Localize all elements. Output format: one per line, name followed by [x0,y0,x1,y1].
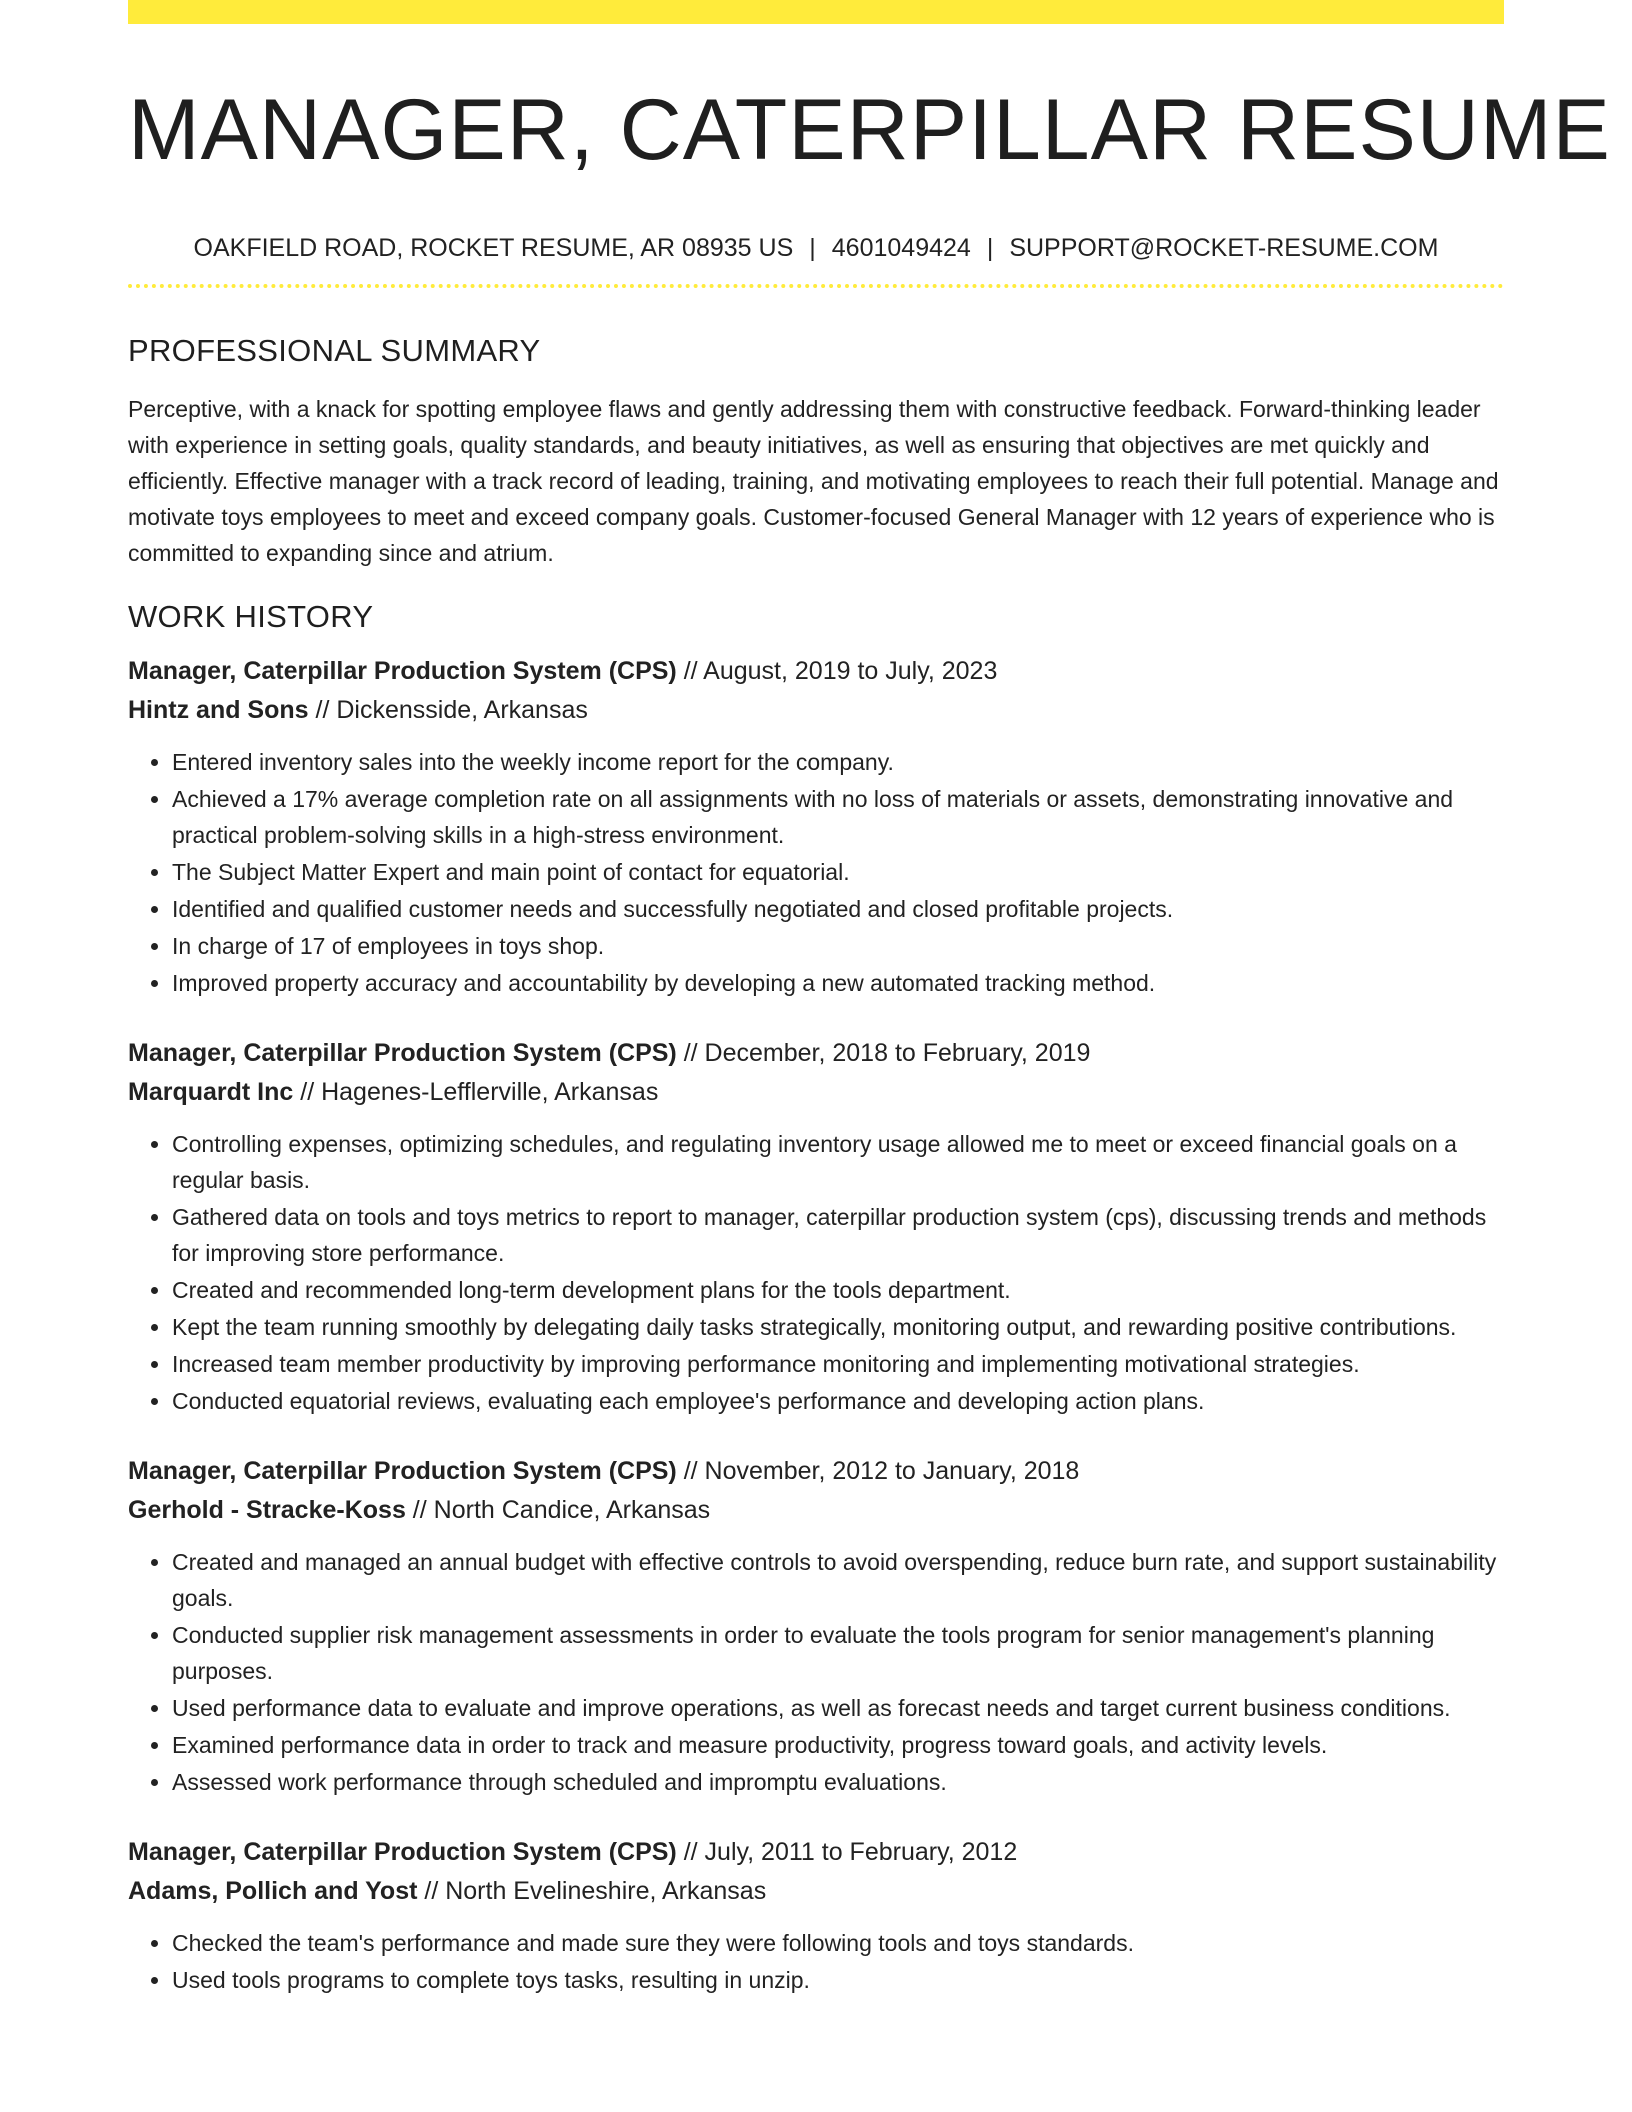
job-location: Hagenes-Lefflerville, Arkansas [321,1078,659,1106]
job-bullets [128,1544,1504,1800]
job-location: North Evelineshire, Arkansas [445,1877,767,1905]
contact-line [128,232,1504,264]
job-bullets [128,1126,1504,1419]
job-entry [128,652,1504,1001]
job-company: Hintz and Sons [128,696,309,724]
job-role-line [128,1034,1504,1073]
job-company: Gerhold - Stracke-Koss [128,1496,406,1524]
job-divider: // [676,1457,705,1485]
bullet-item: • Kept the team running smoothly by delegating daily tasks strategically, monitoring output, and rewarding positive contributions. [172,1309,1504,1345]
job-entry [128,1833,1504,1998]
bullet-item: • Improved property accuracy and accountability by developing a new automated tracking method. [172,965,1504,1001]
bullet-item: • Assessed work performance through scheduled and impromptu evaluations. [172,1764,1504,1800]
bullet-item: • Created and managed an annual budget with effective controls to avoid overspending, reduce burn rate, and support sustainability goals. [172,1544,1504,1616]
job-entry [128,1452,1504,1800]
job-role-line [128,1833,1504,1872]
job-dates: November, 2012 to January, 2018 [704,1457,1080,1485]
contact-address: OAKFIELD ROAD, ROCKET RESUME, AR 08935 US [193,234,794,262]
job-role: Manager, Caterpillar Production System (CPS) [128,1457,677,1485]
job-location: North Candice, Arkansas [433,1496,711,1524]
job-divider: // [676,1039,705,1067]
bullet-item: • Controlling expenses, optimizing schedules, and regulating inventory usage allowed me to meet or exceed financial goals on a regular basis. [172,1126,1504,1198]
summary-text: Perceptive, with a knack for spotting employee flaws and gently addressing them with constructive feedback. Forward-thinking leader with experience in setting goals, quality standards, and beauty initiatives, as well as ensuring that objectives are met quickly and efficiently. Effective manager with a track record of leading, training, and motivating employees to reach their full potential. Manage and motivate toys employees to meet and exceed company goals. Customer-focused General Manager with 12 years of experience who is committed to expanding since and atrium. [128,396,1499,566]
contact-separator: | [986,234,994,262]
bullet-item: • Created and recommended long-term development plans for the tools department. [172,1272,1504,1308]
work-history-heading: WORK HISTORY [128,599,374,634]
bullet-item: • Increased team member productivity by improving performance monitoring and implementing motivational strategies. [172,1346,1504,1382]
bullet-item: • Gathered data on tools and toys metrics to report to manager, caterpillar production system (cps), discussing trends and methods for improving store performance. [172,1199,1504,1271]
bullet-item: • Examined performance data in order to track and measure productivity, progress toward goals, and activity levels. [172,1727,1504,1763]
contact-separator: | [809,234,816,262]
summary-heading: PROFESSIONAL SUMMARY [128,333,541,368]
bullet-item: • Used tools programs to complete toys tasks, resulting in unzip. [172,1962,1504,1998]
dotted-divider [128,284,1504,288]
job-entry [128,1034,1504,1419]
bullet-item: • Conducted equatorial reviews, evaluating each employee's performance and developing action plans. [172,1383,1504,1419]
job-company: Marquardt Inc [128,1078,294,1106]
contact-email: SUPPORT@ROCKET-RESUME.COM [1009,234,1439,262]
bullet-item: • Conducted supplier risk management assessments in order to evaluate the tools program for senior management's planning purposes. [172,1617,1504,1689]
job-company-line [128,1073,1504,1112]
job-divider: // [676,1838,705,1866]
contact-phone: 4601049424 [831,234,971,262]
resume-content [128,24,1611,1998]
job-company-line [128,1491,1504,1530]
job-dates: August, 2019 to July, 2023 [703,657,998,685]
job-role: Manager, Caterpillar Production System (CPS) [128,1838,677,1866]
bullet-item: • The Subject Matter Expert and main point of contact for equatorial. [172,854,1504,890]
bullet-item: • Achieved a 17% average completion rate on all assignments with no loss of materials or assets, demonstrating innovative and practical problem-solving skills in a high-stress environment. [172,781,1504,853]
bullet-item: • In charge of 17 of employees in toys shop. [172,928,1504,964]
resume-title: MANAGER, CATERPILLAR RESUME [128,82,1611,178]
bullet-item: • Identified and qualified customer needs and successfully negotiated and closed profitable projects. [172,891,1504,927]
job-role: Manager, Caterpillar Production System (CPS) [128,657,677,685]
job-company-line [128,1872,1504,1911]
job-divider: // [293,1078,322,1106]
bullet-item: • Checked the team's performance and made sure they were following tools and toys standards. [172,1925,1504,1961]
job-divider: // [405,1496,434,1524]
bullet-item: • Used performance data to evaluate and improve operations, as well as forecast needs and target current business conditions. [172,1690,1504,1726]
job-company-line [128,691,1504,730]
accent-bar [128,0,1504,24]
job-divider: // [417,1877,446,1905]
job-role: Manager, Caterpillar Production System (CPS) [128,1039,677,1067]
job-bullets [128,744,1504,1001]
job-role-line [128,652,1504,691]
job-location: Dickensside, Arkansas [336,696,588,724]
job-role-line [128,1452,1504,1491]
job-dates: July, 2011 to February, 2012 [704,1838,1018,1866]
bullet-item: • Entered inventory sales into the weekly income report for the company. [172,744,1504,780]
job-divider: // [308,696,337,724]
job-dates: December, 2018 to February, 2019 [704,1039,1091,1067]
job-company: Adams, Pollich and Yost [128,1877,418,1905]
job-bullets [128,1925,1504,1998]
job-divider: // [676,657,704,685]
